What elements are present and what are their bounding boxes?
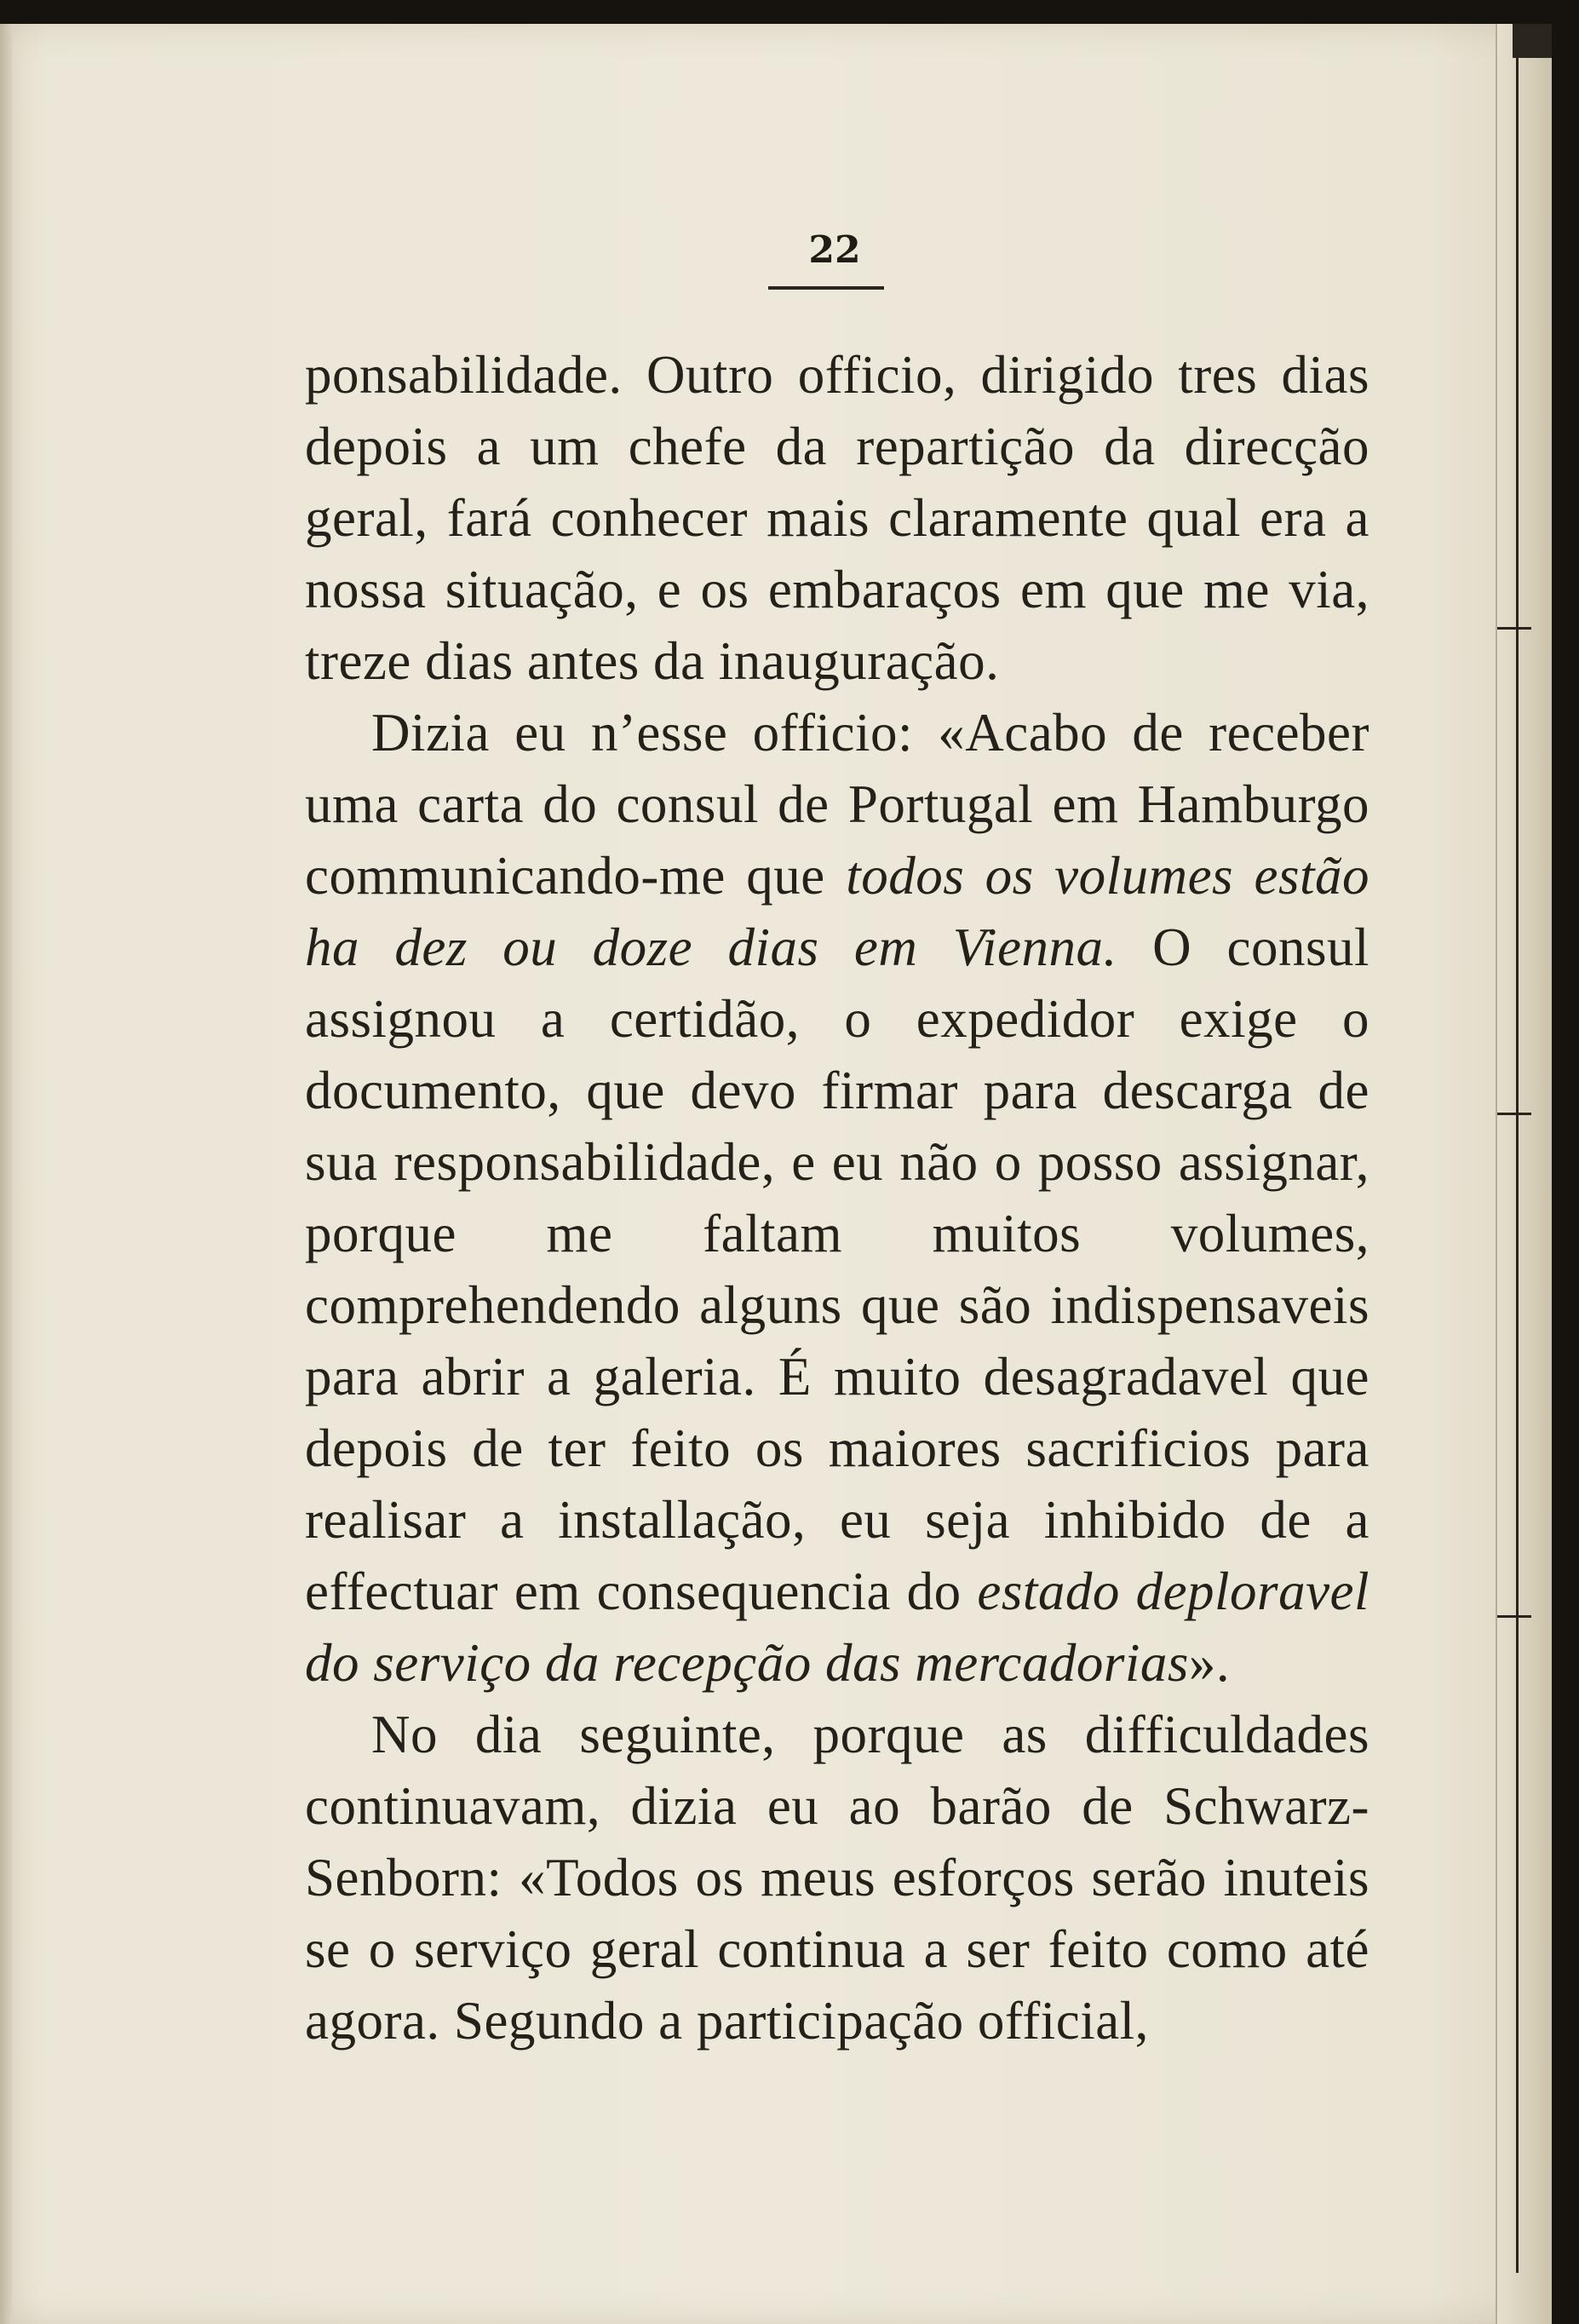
text-segment: Dizia eu n’esse officio: «Acabo de receber uma carta do consul de Portugal em Hamburgo communicando-me que bbox=[305, 703, 1369, 906]
fore-edge-tick bbox=[1497, 1615, 1531, 1618]
paragraph bbox=[305, 339, 1369, 697]
corner-shadow bbox=[1513, 24, 1552, 58]
paragraph bbox=[305, 1699, 1369, 2057]
fore-edge-tick bbox=[1497, 627, 1531, 630]
page-number-rule bbox=[768, 286, 884, 290]
text-segment: ». bbox=[1188, 1633, 1231, 1693]
page-number: 22 bbox=[808, 228, 861, 272]
fore-edge-tick bbox=[1497, 1113, 1531, 1115]
text-segment: ponsabilidade. Outro officio, dirigido tres dias depois a um chefe da repartição da direcção geral, fará conhecer mais claramente qual era a nossa situação, e os embaraços em que me via, treze dias antes da inauguração. bbox=[305, 345, 1369, 691]
italic-text-segment: estado deploravel do serviço da recepção das mercadorias bbox=[305, 1562, 1369, 1693]
page-fore-edge bbox=[1496, 24, 1552, 2324]
text-segment: O consul assignou a certidão, o expedidor exige o documento, que devo firmar para descarga de sua responsabilidade, e eu não o posso assignar, porque me faltam muitos volumes, comprehendendo alguns que são indispensaveis para abrir a galeria. É muito desagradavel que depois de ter feito os maiores sacrificios para realisar a installação, eu seja inhibido de a effectuar em consequencia do bbox=[305, 918, 1369, 1621]
text-segment: No dia seguinte, porque as difficuldades continuavam, dizia eu ao barão de Schwarz-Senborn: «Todos os meus esforços serão inuteis se o serviço geral continua a ser feito como até agora. Segundo a participação official, bbox=[305, 1705, 1369, 2051]
paragraph bbox=[305, 697, 1369, 1699]
body-text bbox=[305, 339, 1369, 2057]
italic-text-segment: todos os volumes estão ha dez ou doze dias em Vienna. bbox=[305, 846, 1369, 977]
page-sheet bbox=[0, 24, 1552, 2324]
fore-edge-line bbox=[1516, 58, 1519, 2273]
